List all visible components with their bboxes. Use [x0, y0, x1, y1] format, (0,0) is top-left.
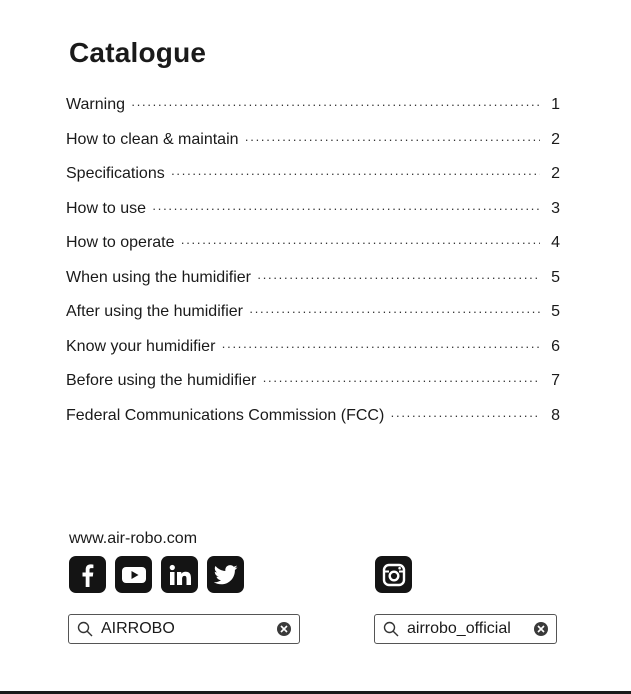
- toc-leader-dots: [262, 373, 540, 388]
- toc-entry-page: 1: [551, 96, 560, 113]
- toc-entry-page: 5: [551, 268, 560, 286]
- toc-entry-label: Specifications: [66, 165, 165, 182]
- toc-entry-page: 3: [551, 199, 560, 217]
- toc-leader-dots: [171, 166, 540, 181]
- toc-entry-page: 7: [551, 372, 560, 389]
- twitter-icon: [207, 556, 244, 593]
- instagram-icon: [375, 556, 412, 593]
- toc-entry-label: Before using the humidifier: [66, 372, 257, 389]
- toc-entry: [66, 303, 560, 338]
- toc-leader-dots: [152, 201, 540, 216]
- toc-entry: [66, 131, 560, 166]
- toc-leader-dots: [131, 97, 540, 112]
- toc-leader-dots: [245, 132, 540, 147]
- facebook-icon: [69, 556, 106, 593]
- toc-entry-page: 2: [551, 165, 560, 182]
- toc-entry-page: 5: [551, 303, 560, 320]
- search-icon: [383, 621, 399, 637]
- toc-entry: [66, 269, 560, 304]
- page-title: Catalogue: [69, 37, 207, 68]
- toc-entry-label: Federal Communications Commission (FCC): [66, 406, 385, 424]
- table-of-contents: [66, 96, 560, 441]
- clear-icon[interactable]: [277, 622, 291, 636]
- instagram-link: [375, 556, 412, 593]
- toc-entry: [66, 372, 560, 407]
- search-value[interactable]: AIRROBO: [101, 620, 175, 637]
- toc-entry-label: After using the humidifier: [66, 303, 243, 320]
- toc-entry-label: Warning: [66, 96, 125, 113]
- toc-entry: [66, 407, 560, 442]
- toc-entry-page: 8: [551, 406, 560, 424]
- clear-icon[interactable]: [534, 622, 548, 636]
- website-url: www.air-robo.com: [69, 530, 198, 547]
- toc-entry-label: When using the humidifier: [66, 268, 251, 286]
- toc-entry-page: 6: [551, 337, 560, 355]
- toc-entry-label: How to operate: [66, 234, 175, 251]
- toc-leader-dots: [249, 304, 540, 319]
- social-icons: [69, 556, 244, 593]
- toc-entry: [66, 234, 560, 269]
- toc-entry: [66, 96, 560, 131]
- linkedin-icon: [161, 556, 198, 593]
- youtube-icon: [115, 556, 152, 593]
- search-box-instagram[interactable]: [374, 614, 557, 644]
- search-box-brand[interactable]: [68, 614, 300, 644]
- toc-entry: [66, 338, 560, 373]
- toc-entry: [66, 200, 560, 235]
- toc-entry-page: 2: [551, 130, 560, 148]
- search-icon: [77, 621, 93, 637]
- toc-entry: [66, 165, 560, 200]
- toc-entry-label: How to use: [66, 199, 147, 217]
- toc-leader-dots: [221, 339, 540, 354]
- toc-leader-dots: [257, 270, 540, 285]
- toc-entry-page: 4: [551, 234, 560, 251]
- toc-entry-label: How to clean & maintain: [66, 130, 239, 148]
- toc-entry-label: Know your humidifier: [66, 337, 216, 355]
- toc-leader-dots: [181, 235, 540, 250]
- toc-leader-dots: [390, 408, 540, 423]
- search-value[interactable]: airrobo_official: [407, 620, 511, 637]
